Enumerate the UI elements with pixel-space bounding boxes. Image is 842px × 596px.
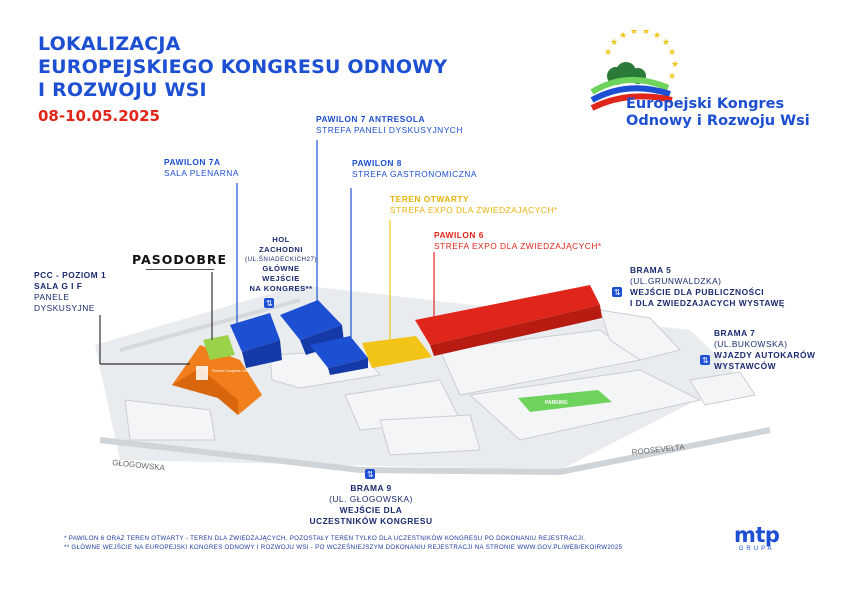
label-pawilon-7-sub: STREFA PANELI DYSKUSYJNYCH [316,125,463,135]
svg-text:★: ★ [662,81,671,91]
label-hol-l4: GŁÓWNE [262,264,300,274]
entrance-icon[interactable] [365,469,375,479]
label-brama-7-l4: WYSTAWCÓW [714,361,777,371]
label-pawilon-7-title: PAWILON 7 ANTRESOLA [316,114,426,124]
svg-text:★: ★ [668,71,677,81]
label-hol-zachodni [235,235,327,294]
pasodobre-underline [146,269,214,272]
svg-text:★: ★ [662,37,671,47]
label-brama-9-l3: WEJŚCIE DLA [339,505,403,515]
label-pcc-l2: SALA G I F [34,281,83,291]
label-pawilon-7a [164,157,239,179]
label-pawilon-8-title: PAWILON 8 [352,158,402,168]
pcc-logo-icon [196,366,208,380]
label-pawilon-8 [352,158,477,180]
mtp-logo [734,524,779,552]
label-brama-5-l2: (UL.GRUNWALDZKA) [630,276,722,286]
label-brama-5-l1: BRAMA 5 [630,265,672,275]
label-hol-l6: NA KONGRES** [249,283,313,293]
label-hol-l3: (UL.ŚNIADECKICH27) [245,255,317,263]
label-pawilon-6-sub: STREFA EXPO DLA ZWIEDZAJĄCYCH* [434,241,602,251]
logo-line-2: Odnowy i Rozwoju Wsi [626,113,810,129]
building-south [380,415,480,455]
pasodobre-text: PASODOBRE [132,252,228,267]
svg-text:★: ★ [610,37,619,47]
label-pawilon-7a-title: PAWILON 7A [164,157,221,167]
footnote-2: ** GŁÓWNE WEJŚCIE NA EUROPEJSKI KONGRES ODNOWY I ROZWOJU WSI - PO WCZEŚNIEJSZYM DOKONANIU REJESTRACJI NA STRONIE WWW.GOV.PL/WEB/EKOIRW2025 [64,544,623,551]
svg-text:⇅: ⇅ [702,356,709,365]
label-pcc-l4: DYSKUSYJNE [34,303,95,313]
entrance-icon[interactable] [700,355,710,365]
svg-text:★: ★ [653,30,662,40]
pcc-name: Poznań Congress Center [212,369,253,373]
label-brama-7 [714,328,815,372]
label-pcc [34,270,106,314]
svg-text:★: ★ [671,59,680,69]
street-roosevelta: ROOSEVELTA [631,442,685,457]
label-pawilon-7 [316,114,463,136]
label-brama-9-l4: UCZESTNIKÓW KONGRESU [309,516,433,526]
label-pawilon-6-title: PAWILON 6 [434,230,484,240]
label-teren-otwarty-sub: STREFA EXPO DLA ZWIEDZAJĄCYCH* [390,205,558,215]
parking-label: PARKING [545,400,568,406]
pasodobre-sign [132,252,227,272]
logo-line-1: Europejski Kongres [626,96,785,112]
svg-text:⇅: ⇅ [266,299,273,308]
label-pawilon-7a-sub: SALA PLENARNA [164,168,239,178]
mtp-logo-sub: GRUPA [738,546,775,552]
svg-text:⇅: ⇅ [614,288,621,297]
footnote-1: * PAWILON 6 ORAZ TEREN OTWARTY - TEREN DLA ZWIEDZAJĄCYCH, POZOSTAŁY TEREN TYLKO DLA UCZESTNIKÓW KONGRESU PO DOKONANIU REJESTRACJI. [64,535,586,542]
footnotes [64,534,704,552]
label-pcc-l1: PCC - POZIOM 1 [34,270,107,280]
svg-text:⇅: ⇅ [367,470,374,479]
svg-text:★: ★ [604,47,613,57]
label-brama-9-l1: BRAMA 9 [350,483,392,493]
label-brama-7-l1: BRAMA 7 [714,328,756,338]
svg-text:★: ★ [630,30,639,36]
label-brama-5 [630,265,785,309]
event-date: 08-10.05.2025 [38,107,160,125]
label-pawilon-8-sub: STREFA GASTRONOMICZNA [352,169,477,179]
title-line-2: EUROPEJSKIEGO KONGRESU ODNOWY [38,56,448,78]
label-hol-l2: ZACHODNI [258,244,304,254]
label-pawilon-6 [434,230,602,252]
label-hol-l5: WEJŚCIE [262,274,300,284]
mtp-logo-text: mtp [734,523,780,547]
label-pcc-l3: PANELE [34,292,70,302]
label-teren-otwarty [390,194,558,216]
label-brama-5-l3: WEJŚCIE DLA PUBLICZNOŚCI [630,287,765,297]
label-brama-7-l3: WJAZDY AUTOKARÓW [714,350,816,360]
title-line-1: LOKALIZACJA [38,33,181,55]
label-brama-9 [300,483,442,527]
entrance-icon[interactable] [612,287,622,297]
svg-text:★: ★ [668,47,677,57]
svg-text:★: ★ [642,30,651,36]
title-line-3: I ROZWOJU WSI [38,79,207,101]
street-glogowska: GŁOGOWSKA [111,458,166,473]
label-hol-l1: HOL [272,235,290,244]
entrance-icon[interactable] [264,298,274,308]
label-brama-9-l2: (UL. GŁOGOWSKA) [329,494,413,504]
svg-text:★: ★ [619,30,628,40]
label-brama-5-l4: I DLA ZWIEDZAJACYCH WYSTAWĘ [630,298,785,308]
label-brama-7-l2: (UL.BUKOWSKA) [714,339,788,349]
label-teren-otwarty-title: TEREN OTWARTY [390,194,470,204]
